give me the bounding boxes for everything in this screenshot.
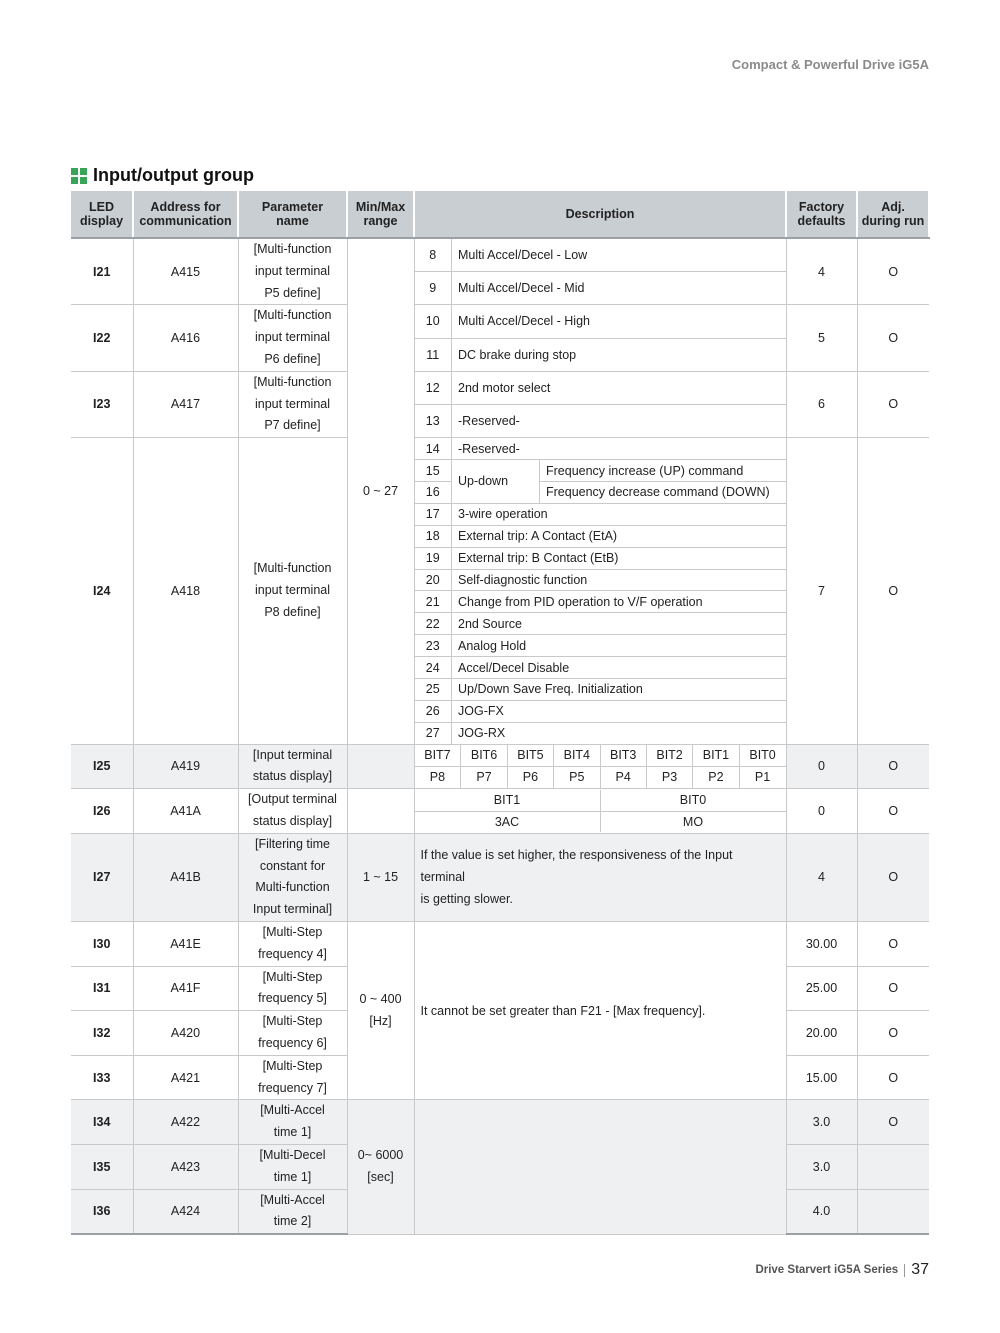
table-row [71,1100,929,1145]
range-0-27: 0 ~ 27 [347,238,414,744]
description: If the value is set higher, the responsiveness of the Input terminal is getting slower. [414,833,786,921]
description: 14 -Reserved- 15 Up-down Frequency increase (UP) command 16 Frequency decrease command (DOWN) 17 3-wire operation 18 External trip: A Contact (EtA) 19 External trip: B Contact (EtB) 20 Self-diagnostic function 21 Change from PID operation to V/F operation 22 2nd Source 23 Analog Hold 24 Accel/Decel Disable 25 Up/Down Save Freq. Initialization 26 JOG-FX 27 JOG-RX [414,438,786,744]
range-empty [347,744,414,789]
factory-default: 0 [786,789,857,834]
address: A423 [133,1144,238,1189]
table-row [71,922,929,967]
param-name: [Multi-function input terminal P5 define] [238,238,347,305]
page-number: 37 [911,1261,929,1278]
description: 8 Multi Accel/Decel - Low 9 Multi Accel/Decel - Mid [414,238,786,305]
param-name: [Multi-Decel time 1] [238,1144,347,1189]
table-row [71,833,929,921]
description: It cannot be set greater than F21 - [Max frequency]. [414,922,786,1100]
led-display: I31 [71,966,133,1011]
table-row [71,438,929,744]
param-name: [Input terminal status display] [238,744,347,789]
address: A418 [133,438,238,744]
led-display: I23 [71,371,133,437]
factory-default: 4 [786,238,857,305]
led-display: I33 [71,1055,133,1100]
table-row [71,744,929,789]
range-1-15: 1 ~ 15 [347,833,414,921]
table-row [71,238,929,305]
adj-during-run [857,1144,929,1189]
description: 10 Multi Accel/Decel - High 11 DC brake during stop [414,305,786,371]
led-display: I36 [71,1189,133,1234]
col-header-led: LED display [71,191,133,238]
col-header-address: Address for communication [133,191,238,238]
factory-default: 7 [786,438,857,744]
factory-default: 4.0 [786,1189,857,1234]
led-display: I21 [71,238,133,305]
factory-default: 25.00 [786,966,857,1011]
factory-default: 30.00 [786,922,857,967]
adj-during-run: O [857,1100,929,1145]
adj-during-run: O [857,922,929,967]
address: A415 [133,238,238,305]
adj-during-run: O [857,966,929,1011]
address: A416 [133,305,238,371]
col-header-description: Description [414,191,786,238]
param-name: [Output terminal status display] [238,789,347,834]
table-row [71,789,929,834]
footer [755,1261,929,1279]
led-display: I25 [71,744,133,789]
factory-default: 15.00 [786,1055,857,1100]
address: A41B [133,833,238,921]
adj-during-run: O [857,305,929,371]
table-header-row [71,191,929,238]
address: A424 [133,1189,238,1234]
adj-during-run: O [857,238,929,305]
led-display: I34 [71,1100,133,1145]
footer-divider [904,1264,905,1277]
param-name: [Multi-Accel time 2] [238,1189,347,1234]
adj-during-run: O [857,744,929,789]
led-display: I22 [71,305,133,371]
address: A41F [133,966,238,1011]
led-display: I30 [71,922,133,967]
adj-during-run: O [857,789,929,834]
col-header-range: Min/Max range [347,191,414,238]
address: A41A [133,789,238,834]
led-display: I35 [71,1144,133,1189]
green-squares-icon [71,168,87,184]
col-header-adj: Adj. during run [857,191,929,238]
adj-during-run: O [857,1011,929,1056]
led-display: I26 [71,789,133,834]
col-header-factory: Factory defaults [786,191,857,238]
range-empty [347,789,414,834]
param-name: [Multi-Step frequency 4] [238,922,347,967]
param-name: [Filtering time constant for Multi-function Input terminal] [238,833,347,921]
description: BIT7 BIT6 BIT5 BIT4 BIT3 BIT2 BIT1 BIT0 P8 P7 P6 P5 P4 P3 P2 P1 [414,744,786,789]
address: A417 [133,371,238,437]
param-name: [Multi-function input terminal P6 define] [238,305,347,371]
adj-during-run: O [857,833,929,921]
param-name: [Multi-Step frequency 6] [238,1011,347,1056]
param-name: [Multi-Step frequency 7] [238,1055,347,1100]
address: A421 [133,1055,238,1100]
section-title-text: Input/output group [93,165,254,185]
section-title [71,165,254,186]
factory-default: 3.0 [786,1100,857,1145]
col-header-param: Parameter name [238,191,347,238]
param-name: [Multi-function input terminal P8 define] [238,438,347,744]
adj-during-run [857,1189,929,1234]
param-name: [Multi-function input terminal P7 define] [238,371,347,437]
range-0-400: 0 ~ 400 [Hz] [347,922,414,1100]
led-display: I27 [71,833,133,921]
factory-default: 4 [786,833,857,921]
factory-default: 20.00 [786,1011,857,1056]
factory-default: 5 [786,305,857,371]
range-0-6000: 0~ 6000 [sec] [347,1100,414,1234]
footer-series: Drive Starvert iG5A Series [755,1264,899,1276]
description [414,1100,786,1234]
factory-default: 6 [786,371,857,437]
led-display: I32 [71,1011,133,1056]
adj-during-run: O [857,371,929,437]
factory-default: 0 [786,744,857,789]
updown-label: Up-down [452,460,540,504]
description: 12 2nd motor select 13 -Reserved- [414,371,786,437]
param-name: [Multi-Accel time 1] [238,1100,347,1145]
table-row [71,305,929,371]
factory-default: 3.0 [786,1144,857,1189]
address: A422 [133,1100,238,1145]
address: A419 [133,744,238,789]
table-row [71,371,929,437]
description: BIT1 BIT0 3AC MO [414,789,786,834]
param-name: [Multi-Step frequency 5] [238,966,347,1011]
address: A41E [133,922,238,967]
address: A420 [133,1011,238,1056]
adj-during-run: O [857,438,929,744]
led-display: I24 [71,438,133,744]
header-title: Compact & Powerful Drive iG5A [731,57,929,72]
io-parameter-table [71,191,930,1235]
adj-during-run: O [857,1055,929,1100]
